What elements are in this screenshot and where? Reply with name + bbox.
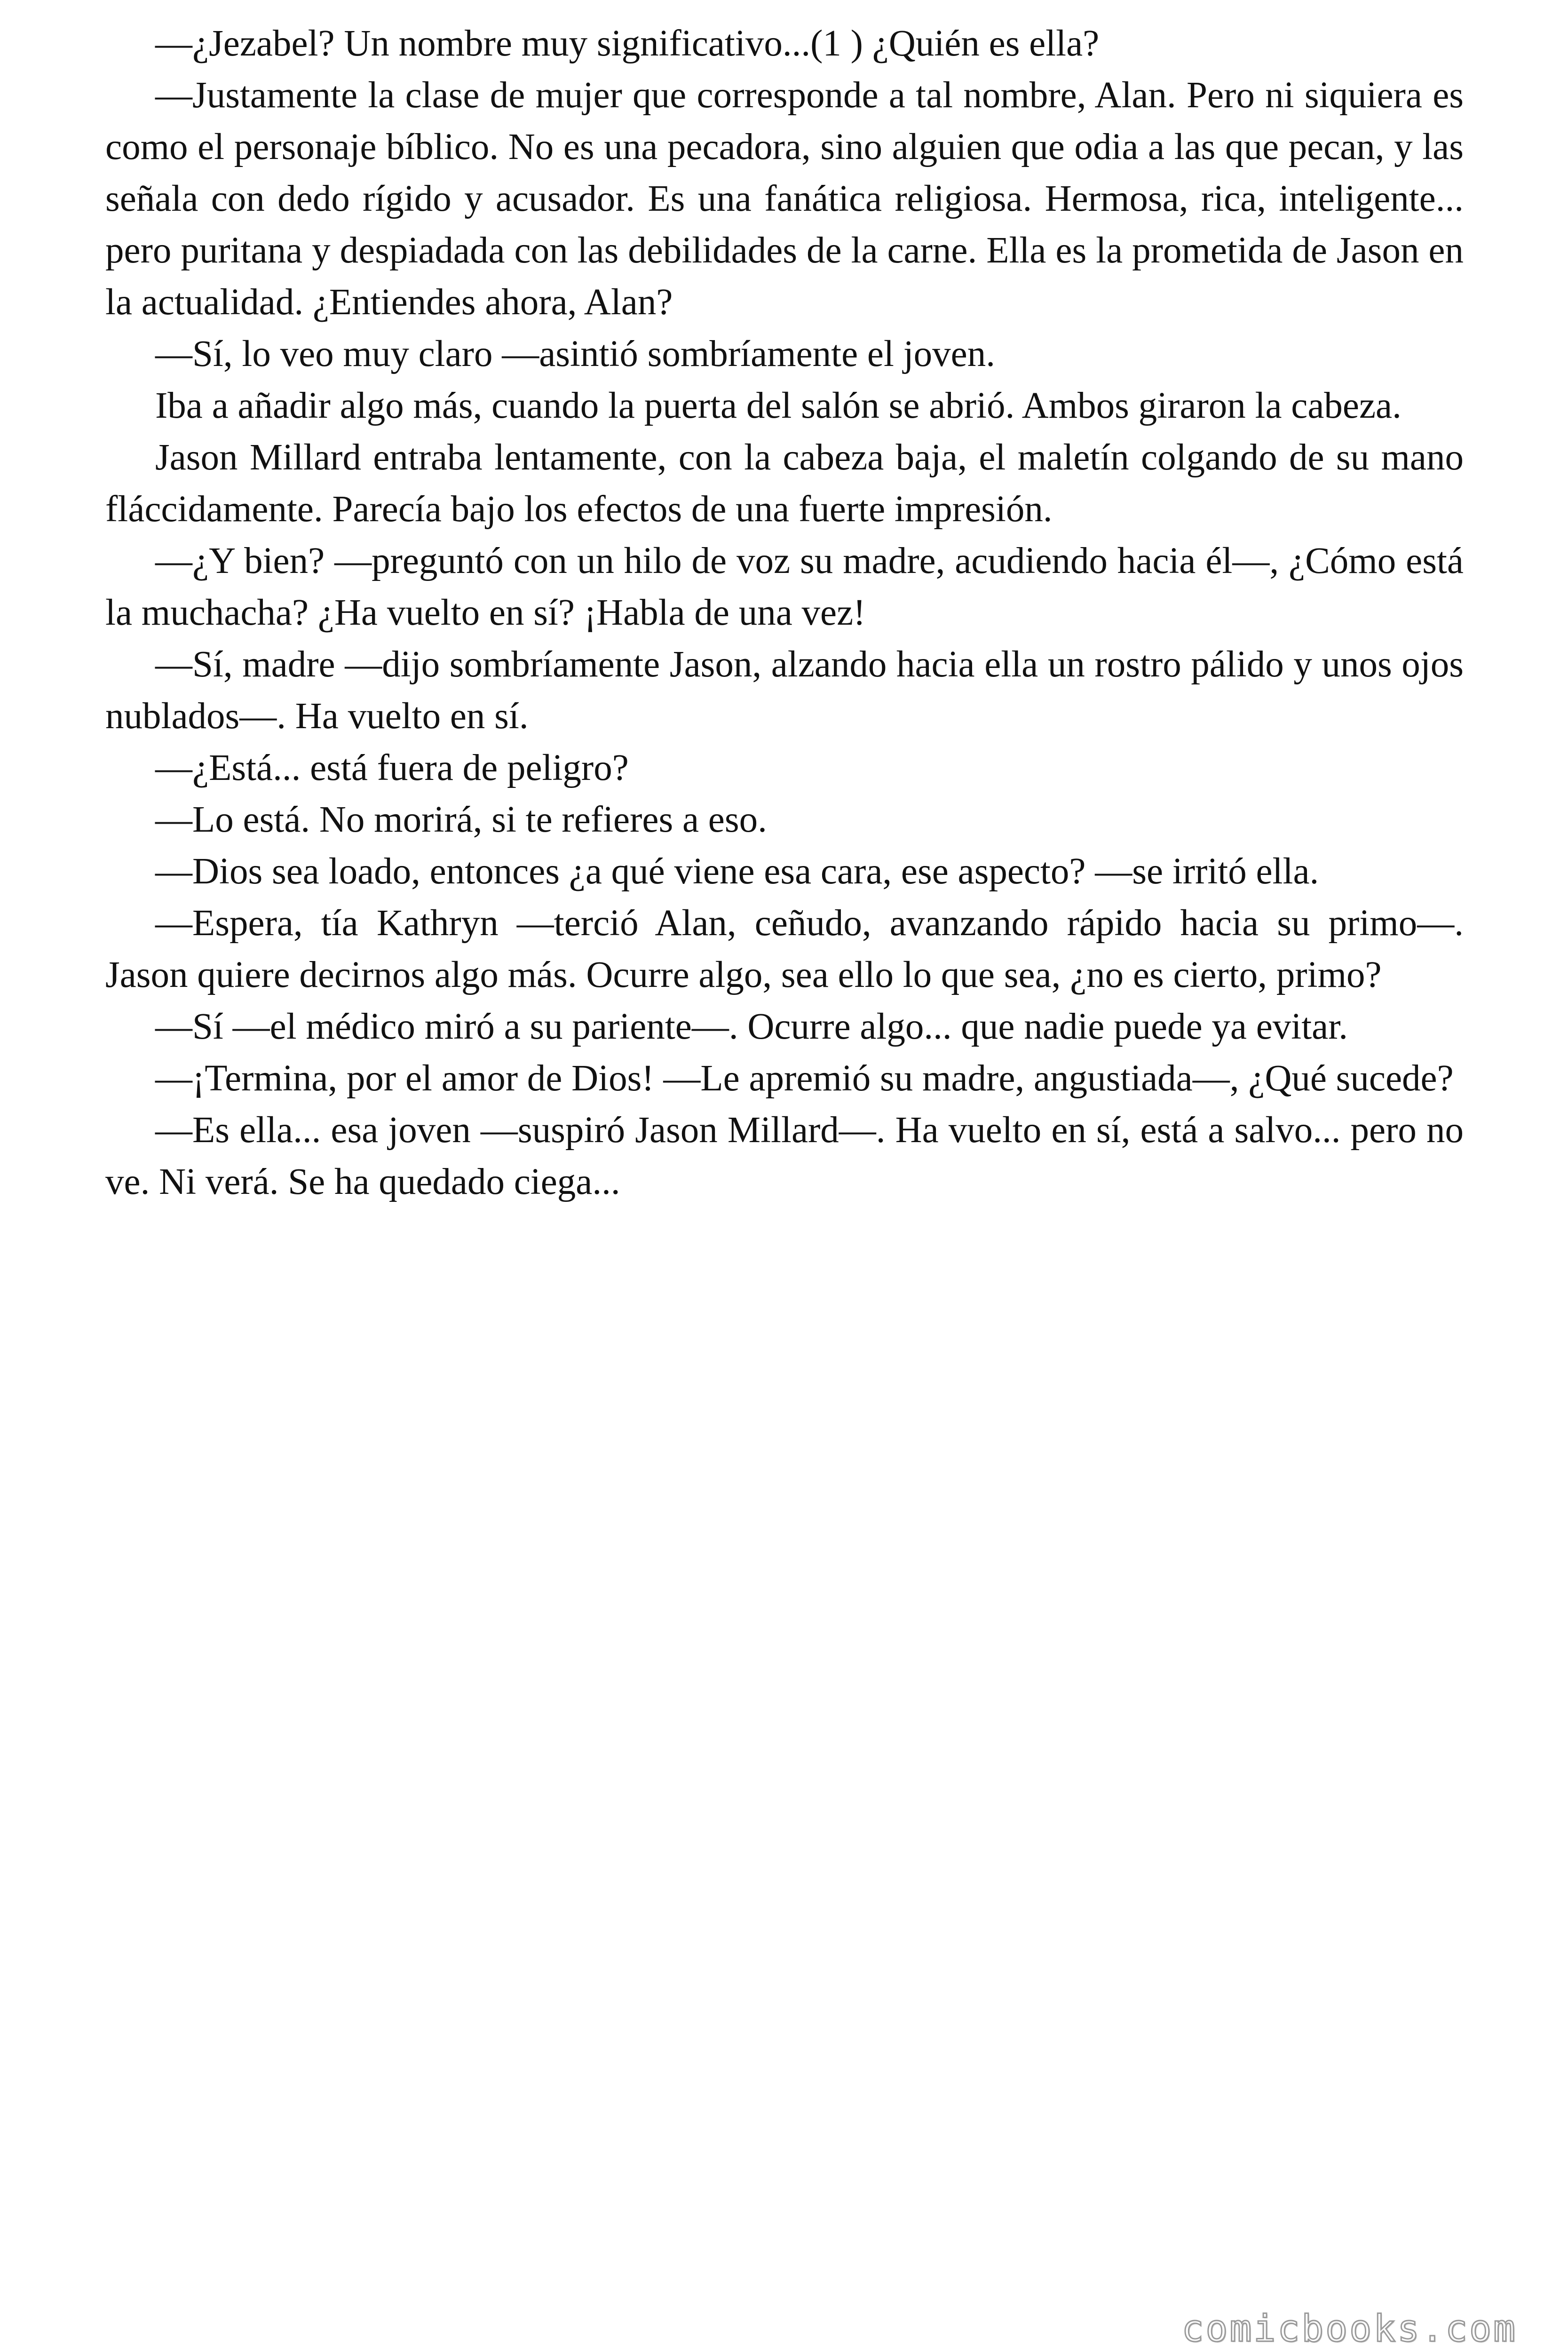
page-body (105, 18, 1464, 1208)
paragraph: Iba a añadir algo más, cuando la puerta del salón se abrió. Ambos giraron la cabeza. (155, 385, 1402, 426)
paragraph: —Dios sea loado, entonces ¿a qué viene esa cara, ese aspecto? —se irritó ella. (155, 851, 1319, 892)
paragraph: —¿Está... está fuera de peligro? (155, 747, 629, 788)
paragraph: Jason Millard entraba lentamente, con la cabeza baja, el maletín colgando de su mano fláccidamente. Parecía bajo los efectos de una fuerte impresión. (105, 437, 1464, 530)
paragraph: —Sí —el médico miró a su pariente—. Ocurre algo... que nadie puede ya evitar. (155, 1006, 1348, 1047)
paragraph: —Sí, lo veo muy claro —asintió sombríamente el joven. (155, 334, 995, 374)
watermark: comicbooks.com (1181, 2308, 1517, 2350)
paragraph: —Espera, tía Kathryn —terció Alan, ceñudo, avanzando rápido hacia su primo—. Jason quiere decirnos algo más. Ocurre algo, sea ello lo que sea, ¿no es cierto, primo? (105, 903, 1464, 995)
paragraph: —¿Jezabel? Un nombre muy significativo...(1 ) ¿Quién es ella? (155, 23, 1100, 64)
paragraph: —Justamente la clase de mujer que corresponde a tal nombre, Alan. Pero ni siquiera es como el personaje bíblico. No es una pecadora, sino alguien que odia a las que pecan, y las señala con dedo rígido y acusador. Es una fanática religiosa. Hermosa, rica, inteligente... pero puritana y despiadada con las debilidades de la carne. Ella es la prometida de Jason en la actualidad. ¿Entiendes ahora, Alan? (105, 75, 1464, 323)
paragraph: —Sí, madre —dijo sombríamente Jason, alzando hacia ella un rostro pálido y unos ojos nublados—. Ha vuelto en sí. (105, 644, 1464, 737)
paragraph: —¡Termina, por el amor de Dios! —Le apremió su madre, angustiada—, ¿Qué sucede? (155, 1058, 1454, 1099)
paragraph: —¿Y bien? —preguntó con un hilo de voz su madre, acudiendo hacia él—, ¿Cómo está la muchacha? ¿Ha vuelto en sí? ¡Habla de una vez! (105, 540, 1464, 633)
paragraph: —Lo está. No morirá, si te refieres a eso. (155, 799, 767, 840)
paragraph: —Es ella... esa joven —suspiró Jason Millard—. Ha vuelto en sí, está a salvo... pero no ve. Ni verá. Se ha quedado ciega... (105, 1110, 1464, 1202)
